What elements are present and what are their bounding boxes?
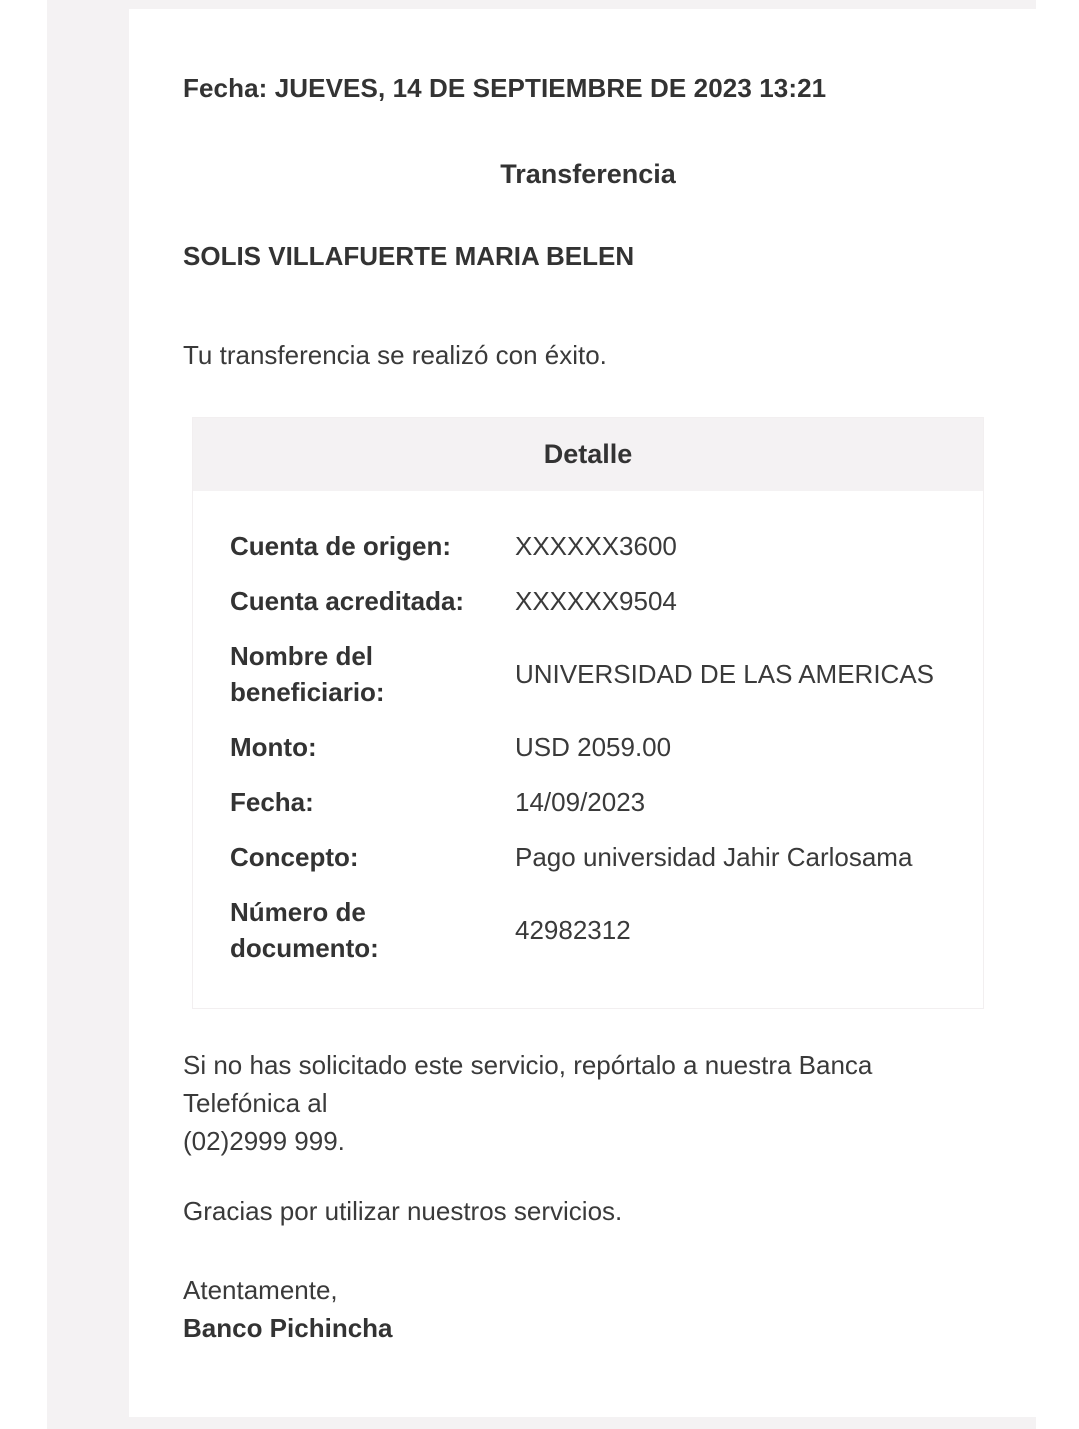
document-number-label: [230, 894, 515, 966]
email-background: [47, 0, 1036, 1429]
page-title: Transferencia: [500, 159, 676, 189]
beneficiary-label-line2: beneficiario:: [230, 677, 385, 707]
detail-table: [192, 417, 984, 1009]
thanks-message: Gracias por utilizar nuestros servicios.: [183, 1196, 623, 1226]
success-message: Tu transferencia se realizó con éxito.: [183, 340, 607, 370]
detail-row-beneficiary: [230, 638, 970, 710]
origin-account-label: Cuenta de origen:: [230, 531, 452, 561]
document-number-label-line1: Número de: [230, 897, 366, 927]
beneficiary-value: UNIVERSIDAD DE LAS AMERICAS: [515, 659, 934, 689]
detail-header: Detalle: [193, 418, 983, 491]
signature: [183, 1271, 393, 1347]
document-number-label-line2: documento:: [230, 933, 379, 963]
client-name: SOLIS VILLAFUERTE MARIA BELEN: [183, 241, 635, 271]
regards-text: Atentamente,: [183, 1275, 338, 1305]
date-header: [183, 73, 826, 104]
notice-line2: Telefónica al: [183, 1088, 328, 1118]
detail-row-date: [230, 784, 970, 820]
origin-account-value: XXXXXX3600: [515, 531, 677, 561]
concept-label: Concepto:: [230, 842, 359, 872]
detail-row-document-number: [230, 894, 970, 966]
beneficiary-label: [230, 638, 515, 710]
document-number-value: 42982312: [515, 915, 631, 945]
credited-account-value: XXXXXX9504: [515, 586, 677, 616]
notice-line1: Si no has solicitado este servicio, repórtalo a nuestra Banca: [183, 1050, 873, 1080]
date-label: Fecha:: [183, 73, 268, 103]
bank-name: Banco Pichincha: [183, 1313, 393, 1343]
detail-row-concept: [230, 839, 970, 875]
credited-account-label: Cuenta acreditada:: [230, 586, 465, 616]
amount-label: Monto:: [230, 732, 317, 762]
concept-value: Pago universidad Jahir Carlosama: [515, 842, 913, 872]
detail-rows: [230, 528, 970, 985]
phone-number: (02)2999 999.: [183, 1126, 345, 1156]
detail-row-amount: [230, 729, 970, 765]
email-card: [129, 9, 1047, 1417]
detail-row-credited-account: [230, 583, 970, 619]
beneficiary-label-line1: Nombre del: [230, 641, 374, 671]
detail-row-origin-account: [230, 528, 970, 564]
fraud-notice: [183, 1046, 983, 1160]
amount-value: USD 2059.00: [515, 732, 672, 762]
date-value: JUEVES, 14 DE SEPTIEMBRE DE 2023 13:21: [274, 73, 827, 103]
date-row-label: Fecha:: [230, 787, 314, 817]
date-row-value: 14/09/2023: [515, 787, 646, 817]
